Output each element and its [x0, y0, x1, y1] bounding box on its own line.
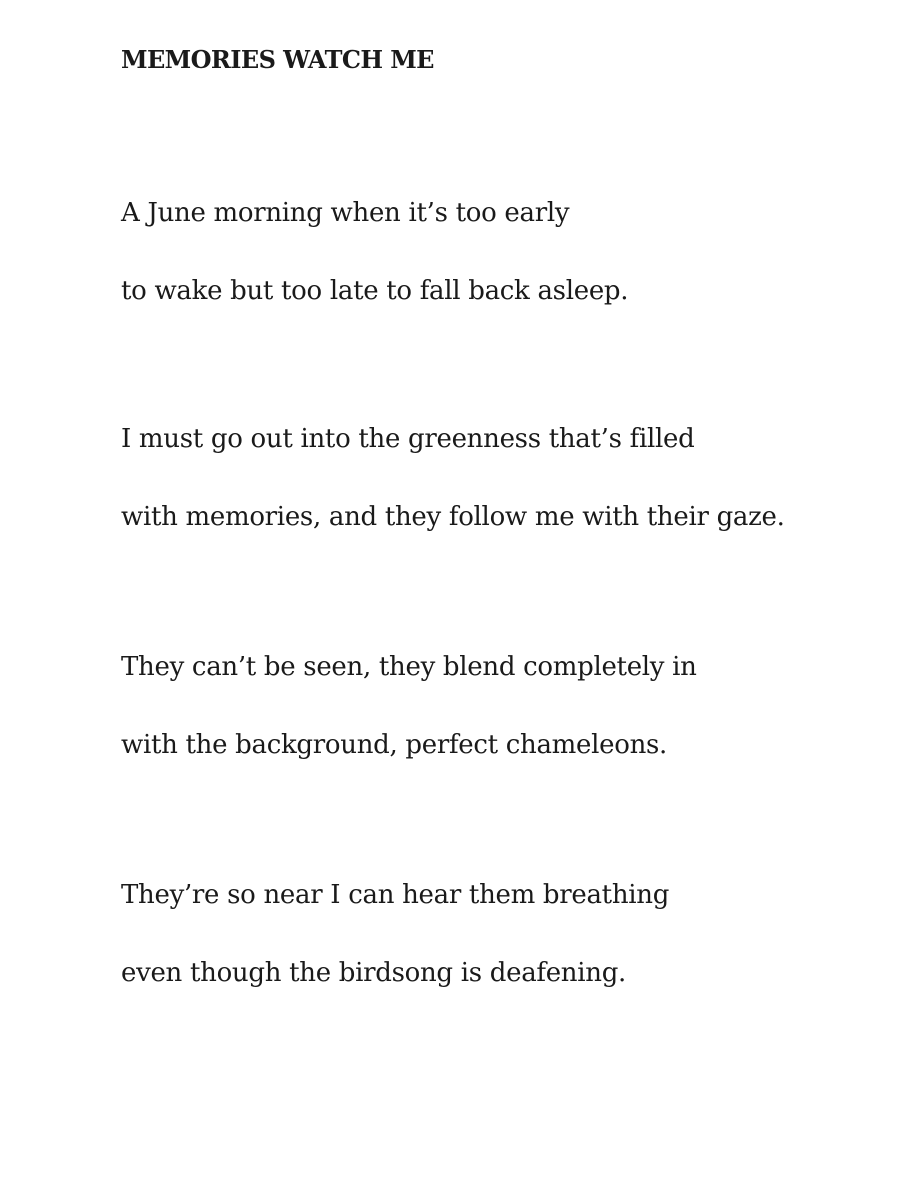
stanza-3 [121, 651, 697, 761]
poem-line: They’re so near I can hear them breathing [121, 880, 670, 910]
poem-line: I must go out into the greenness that’s filled [121, 424, 695, 454]
stanza-1 [121, 197, 628, 307]
poem-line: to wake but too late to fall back asleep. [121, 276, 629, 306]
poem-line: A June morning when it’s too early [121, 198, 570, 228]
stanza-2 [121, 423, 785, 533]
poem-line: even though the birdsong is deafening. [121, 958, 627, 988]
poem-line: with the background, perfect chameleons. [121, 730, 668, 760]
poem-title: MEMORIES WATCH ME [121, 45, 434, 74]
stanza-4 [121, 879, 669, 989]
poem-line: They can’t be seen, they blend completely in [121, 652, 697, 682]
poem-line: with memories, and they follow me with their gaze. [121, 502, 785, 532]
